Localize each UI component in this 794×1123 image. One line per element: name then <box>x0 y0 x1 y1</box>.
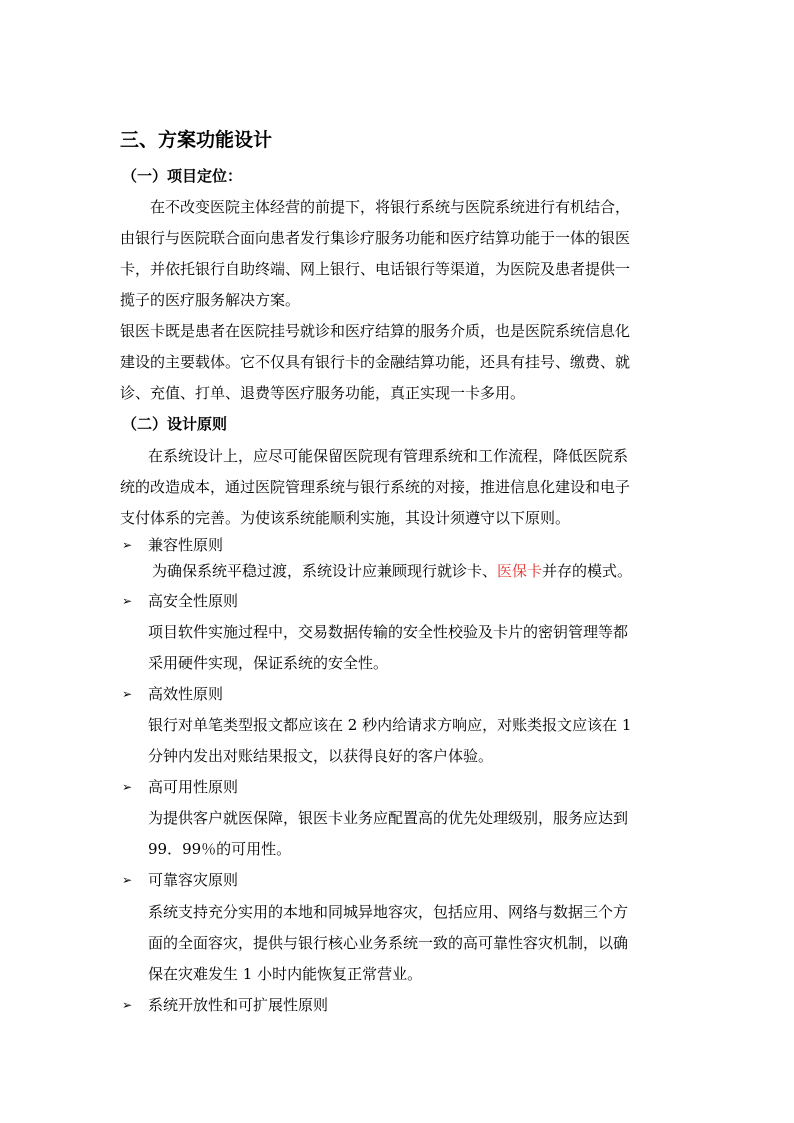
bullet-arrow-icon: ➢ <box>122 873 133 887</box>
paragraph-line: 由银行与医院联合面向患者发行集诊疗服务功能和医疗结算功能于一体的银医 <box>120 229 631 247</box>
principle-text: 为提供客户就医保障，银医卡业务应配置高的优先处理级别，服务应达到 <box>148 809 629 827</box>
paragraph-line: 银医卡既是患者在医院挂号就诊和医疗结算的服务介质，也是医院系统信息化 <box>120 322 631 340</box>
principle-title: 可靠容灾原则 <box>148 871 239 889</box>
principle-text-part: 并存的模式。 <box>542 562 633 580</box>
principle-title: 系统开放性和可扩展性原则 <box>148 996 329 1014</box>
principle-text: 99．99％的可用性。 <box>148 840 292 858</box>
principle-title: 高效性原则 <box>148 685 224 703</box>
principle-title: 高可用性原则 <box>148 778 239 796</box>
subsection-heading-positioning: （一）项目定位： <box>122 167 243 185</box>
principle-text: 分钟内发出对账结果报文，以获得良好的客户体验。 <box>148 747 494 765</box>
paragraph-line: 在系统设计上，应尽可能保留医院现有管理系统和工作流程，降低医院系 <box>148 447 629 465</box>
paragraph-line: 建设的主要载体。它不仅具有银行卡的金融结算功能，还具有挂号、缴费、就 <box>120 353 631 371</box>
highlighted-term: 医保卡 <box>497 562 543 580</box>
principle-text: 采用硬件实现，保证系统的安全性。 <box>148 654 389 672</box>
paragraph-line: 在不改变医院主体经营的前提下，将银行系统与医院系统进行有机结合， <box>150 198 631 216</box>
principle-title: 高安全性原则 <box>148 592 239 610</box>
bullet-arrow-icon: ➢ <box>122 594 133 608</box>
bullet-arrow-icon: ➢ <box>122 780 133 794</box>
principle-text <box>152 561 632 581</box>
bullet-arrow-icon: ➢ <box>122 538 133 552</box>
paragraph-line: 诊、充值、打单、退费等医疗服务功能，真正实现一卡多用。 <box>120 384 526 402</box>
paragraph-line: 统的改造成本，通过医院管理系统与银行系统的对接，推进信息化建设和电子 <box>120 478 631 496</box>
bullet-arrow-icon: ➢ <box>122 687 133 701</box>
section-title: 三、方案功能设计 <box>120 129 273 151</box>
paragraph-line: 支付体系的完善。为使该系统能顺利实施，其设计须遵守以下原则。 <box>120 509 571 527</box>
bullet-arrow-icon: ➢ <box>122 998 133 1012</box>
principle-title: 兼容性原则 <box>148 536 224 554</box>
principle-text: 面的全面容灾，提供与银行核心业务系统一致的高可靠性容灾机制，以确 <box>148 934 629 952</box>
subsection-heading-principles: （二）设计原则 <box>122 415 228 433</box>
principle-text: 银行对单笔类型报文都应该在 2 秒内给请求方响应，对账类报文应该在 1 <box>148 716 632 734</box>
paragraph-line: 揽子的医疗服务解决方案。 <box>120 291 301 309</box>
principle-text: 保在灾难发生 1 小时内能恢复正常营业。 <box>148 965 423 983</box>
principle-text: 系统支持充分实用的本地和同城异地容灾，包括应用、网络与数据三个方 <box>148 903 629 921</box>
principle-text: 项目软件实施过程中，交易数据传输的安全性校验及卡片的密钥管理等都 <box>148 623 629 641</box>
paragraph-line: 卡，并依托银行自助终端、网上银行、电话银行等渠道，为医院及患者提供一 <box>120 260 631 278</box>
principle-text-part: 为确保系统平稳过渡，系统设计应兼顾现行就诊卡、 <box>152 562 498 580</box>
